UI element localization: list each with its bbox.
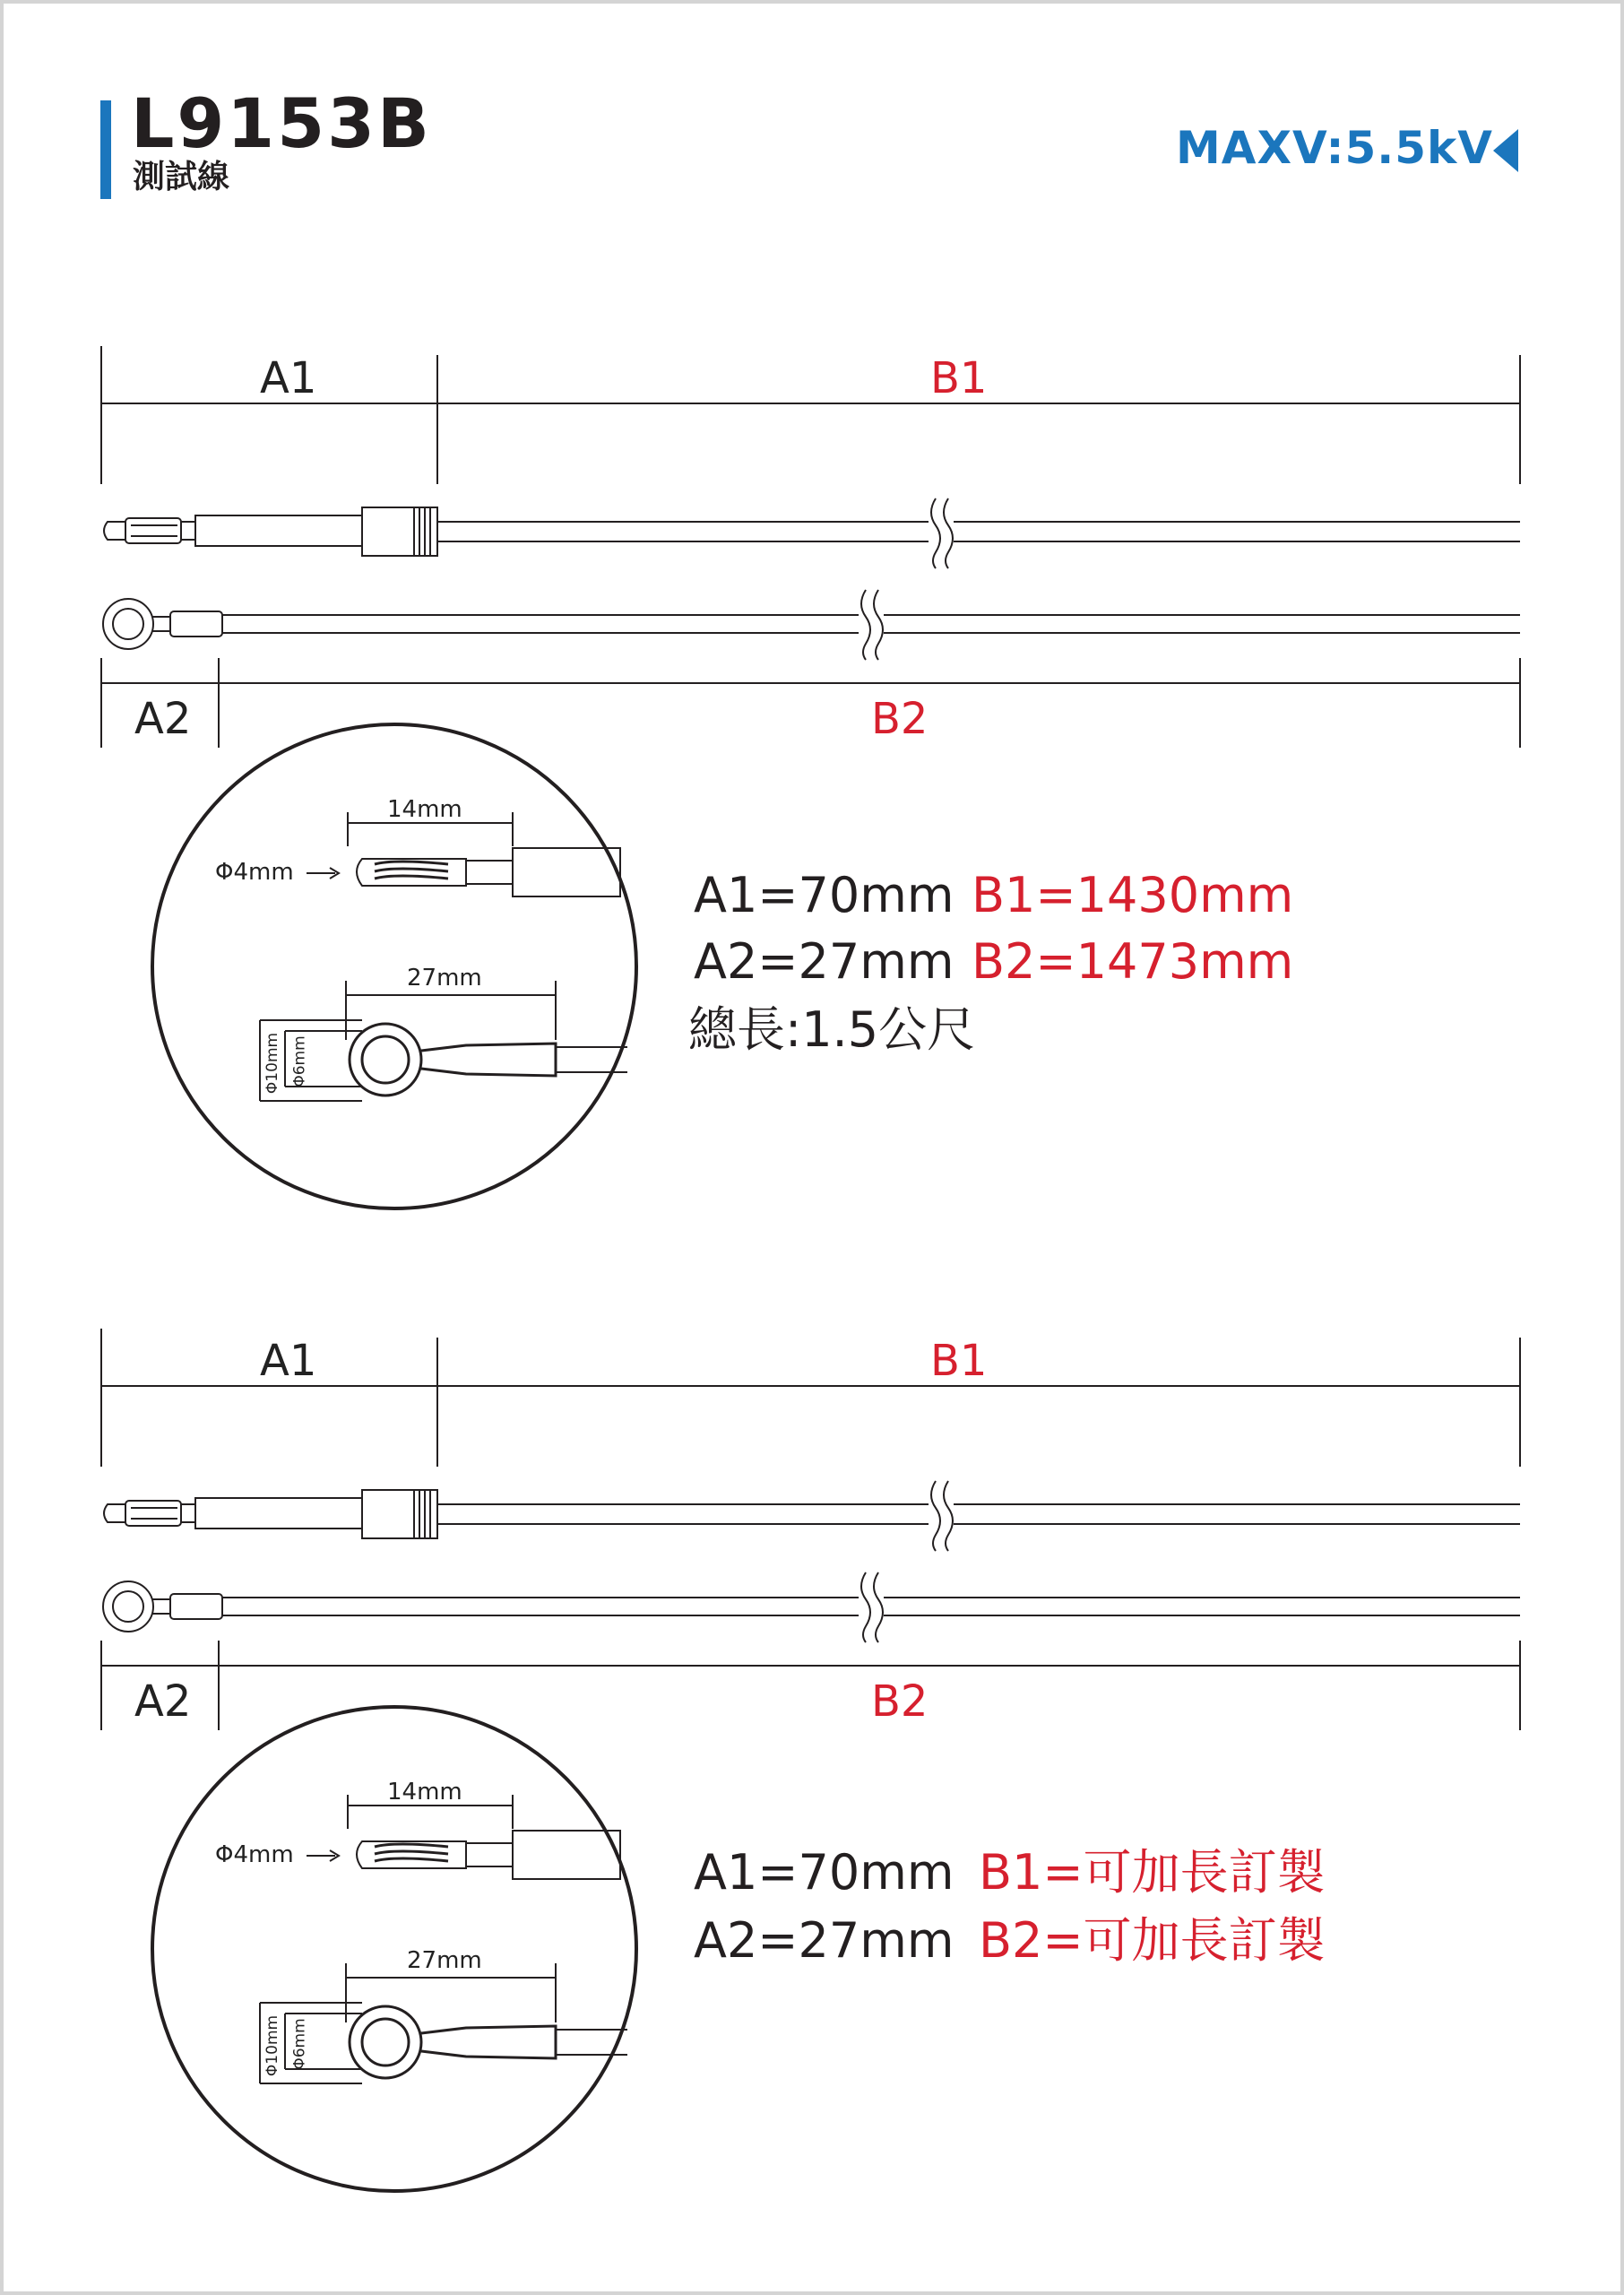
diagram-bottom [0,983,1624,2077]
detail-lug-inner: Φ6mm [290,2018,309,2070]
detail-lug-length: 27mm [407,1947,482,1974]
detail-plug-length: 14mm [387,1779,462,1806]
product-name: 測試線 [133,159,230,195]
spec-b1: B1=1430mm [972,867,1294,923]
spec-a1: A1=70mm [694,1844,955,1901]
spec-a2: A2=27mm [694,1912,955,1969]
label-a1: A1 [260,1336,317,1386]
label-b2: B2 [871,1676,929,1727]
spec-a1: A1=70mm [694,867,955,923]
detail-plug-diameter: Φ4mm [215,859,294,886]
label-b2: B2 [871,694,929,744]
lug-neck [152,617,170,631]
detail-lug-outer: Φ10mm [263,1032,282,1095]
detail-lug-length: 27mm [407,965,482,992]
lug-crimp [170,611,222,637]
spec-b2: B2=1473mm [972,933,1294,990]
label-b1: B1 [930,1336,988,1386]
label-a1: A1 [260,353,317,403]
label-b1: B1 [930,353,988,403]
detail-lug-outer: Φ10mm [263,2014,282,2077]
plug-sleeve [195,515,362,546]
plug-body [125,518,181,543]
diagram-top [0,0,1624,1095]
detail-lug-inner: Φ6mm [290,1035,309,1087]
spec-b1: B1=可加長訂製 [979,1844,1326,1901]
plug-collar [181,522,195,540]
model-code: L9153B [131,83,432,163]
label-a2: A2 [134,1676,192,1727]
detail-plug-length: 14mm [387,796,462,823]
lug-ring-outer [103,599,153,649]
detail-plug-diameter: Φ4mm [215,1841,294,1868]
lug-ring-inner [113,609,143,639]
spec-total-length: 總長:1.5公尺 [688,1001,976,1058]
max-voltage-label: MAXV:5.5kV [1176,122,1493,174]
spec-b2: B2=可加長訂製 [979,1912,1326,1969]
label-a2: A2 [134,694,192,744]
plug-handle [362,507,437,556]
cable-drawing-bottom [0,983,1624,2238]
plug-tip [104,522,125,540]
spec-a2: A2=27mm [694,933,955,990]
